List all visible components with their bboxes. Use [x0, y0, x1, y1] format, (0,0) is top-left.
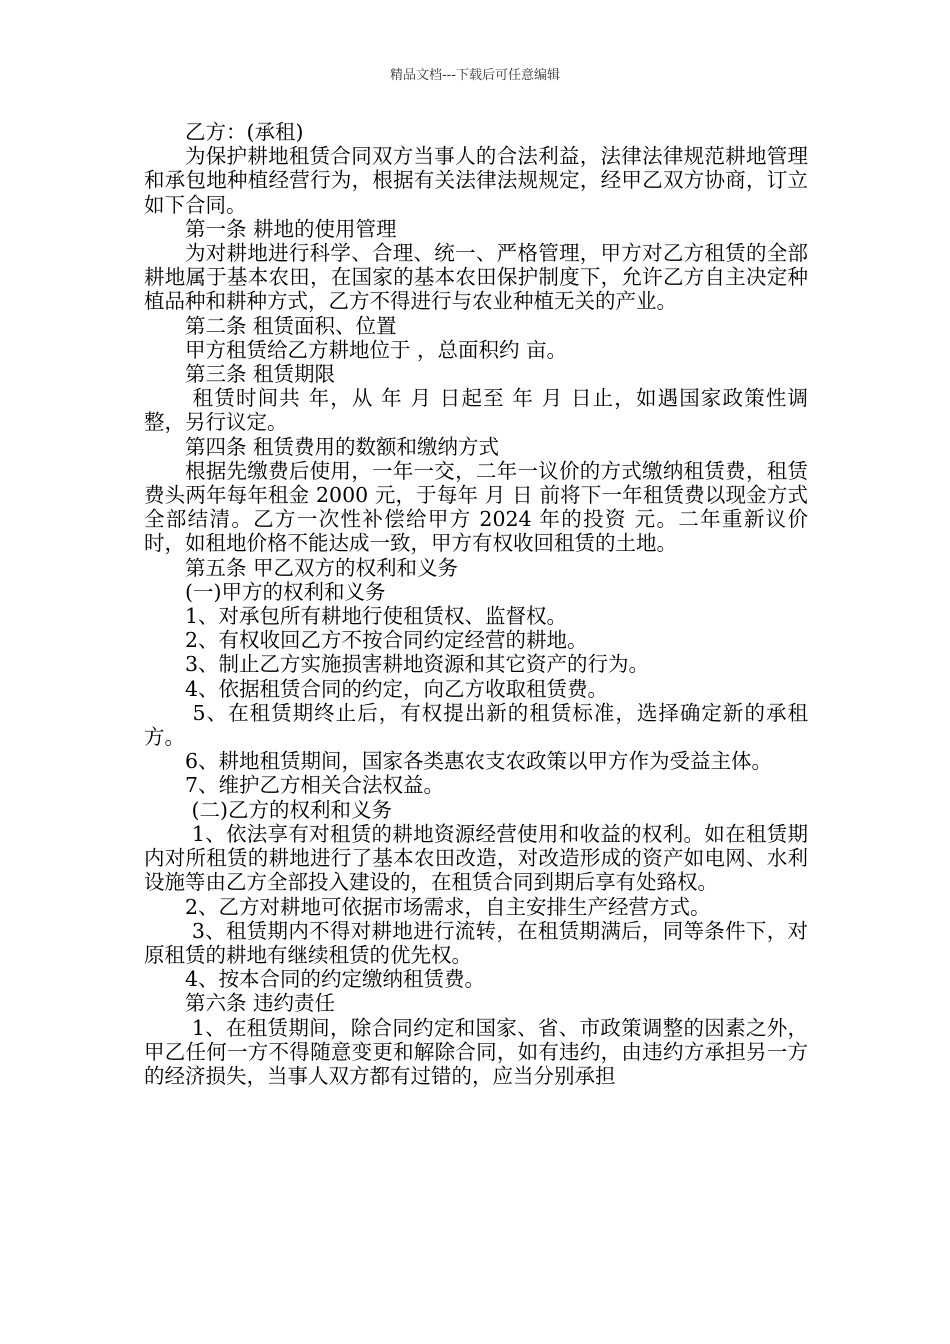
- party-b-item: 3、租赁期内不得对耕地进行流转，在租赁期满后，同等条件下，对原租赁的耕地有继续租赁的优先权。: [144, 918, 808, 967]
- article-4-paragraph: 根据先缴费后使用，一年一交，二年一议价的方式缴纳租赁费，租赁费头两年每年租金 2000 元，于每年 月 日 前将下一年租赁费以现金方式全部结清。乙方一次性补偿给甲方 2024 年的投资 元。二年重新议价时，如租地价格不能达成一致，甲方有权收回租赁的土地。: [144, 458, 808, 556]
- party-b-item: 2、乙方对耕地可依据市场需求，自主安排生产经营方式。: [185, 894, 711, 919]
- party-a-item: 1、对承包所有耕地行使租赁权、监督权。: [185, 604, 568, 629]
- article-3-heading: 第三条 租赁期限: [185, 362, 336, 387]
- article-4-heading: 第四条 租赁费用的数额和缴纳方式: [185, 434, 500, 459]
- party-a-item: 7、维护乙方相关合法权益。: [185, 773, 445, 798]
- article-1-heading: 第一条 耕地的使用管理: [185, 216, 397, 241]
- article-5-heading: 第五条 甲乙双方的权利和义务: [185, 555, 459, 580]
- party-a-item: 4、依据租赁合同的约定，向乙方收取租赁费。: [185, 676, 609, 701]
- article-6-heading: 第六条 违约责任: [185, 991, 336, 1016]
- article-1-paragraph: 为对耕地进行科学、合理、统一、严格管理，甲方对乙方租赁的全部耕地属于基本农田，在国家的基本农田保护制度下，允许乙方自主决定种植品种和耕种方式，乙方不得进行与农业种植无关的产业。: [144, 241, 808, 314]
- article-2-heading: 第二条 租赁面积、位置: [185, 313, 397, 338]
- article-3-paragraph: 租赁时间共 年，从 年 月 日起至 年 月 日止，如遇国家政策性调整，另行议定。: [144, 386, 808, 435]
- preamble-paragraph: 为保护耕地租赁合同双方当事人的合法利益，法律法律规范耕地管理和承包地种植经营行为，根据有关法律法规规定，经甲乙双方协商，订立如下合同。: [144, 144, 808, 217]
- party-a-item: 6、耕地租赁期间，国家各类惠农支农政策以甲方作为受益主体。: [185, 749, 773, 774]
- party-a-item: 2、有权收回乙方不按合同约定经营的耕地。: [185, 628, 588, 653]
- party-b-item: 4、按本合同的约定缴纳租赁费。: [185, 967, 486, 992]
- article-6-paragraph: 1、在租赁期间，除合同约定和国家、省、市政策调整的因素之外，甲乙任何一方不得随意变更和解除合同，如有违约，由违约方承担另一方的经济损失，当事人双方都有过错的，应当分别承担: [144, 1015, 808, 1088]
- document-body: [144, 120, 808, 1088]
- article-2-paragraph: 甲方租赁给乙方耕地位于 ，总面积约 亩。: [185, 337, 568, 362]
- party-b-line: 乙方：(承租): [185, 120, 304, 144]
- party-a-item: 5、在租赁期终止后，有权提出新的租赁标准，选择确定新的承租方。: [144, 700, 808, 750]
- party-a-item: 3、制止乙方实施损害耕地资源和其它资产的行为。: [185, 652, 650, 677]
- party-a-subheading: (一)甲方的权利和义务: [185, 579, 386, 604]
- party-b-subheading: (二)乙方的权利和义务: [185, 797, 393, 822]
- page-header: 精品文档---下载后可任意编辑: [389, 68, 561, 83]
- party-b-item: 1、依法享有对租赁的耕地资源经营使用和收益的权利。如在租赁期内对所租赁的耕地进行了基本农田改造，对改造形成的资产如电网、水利设施等由乙方全部投入建设的，在租赁合同到期后享有处臵权。: [144, 821, 808, 895]
